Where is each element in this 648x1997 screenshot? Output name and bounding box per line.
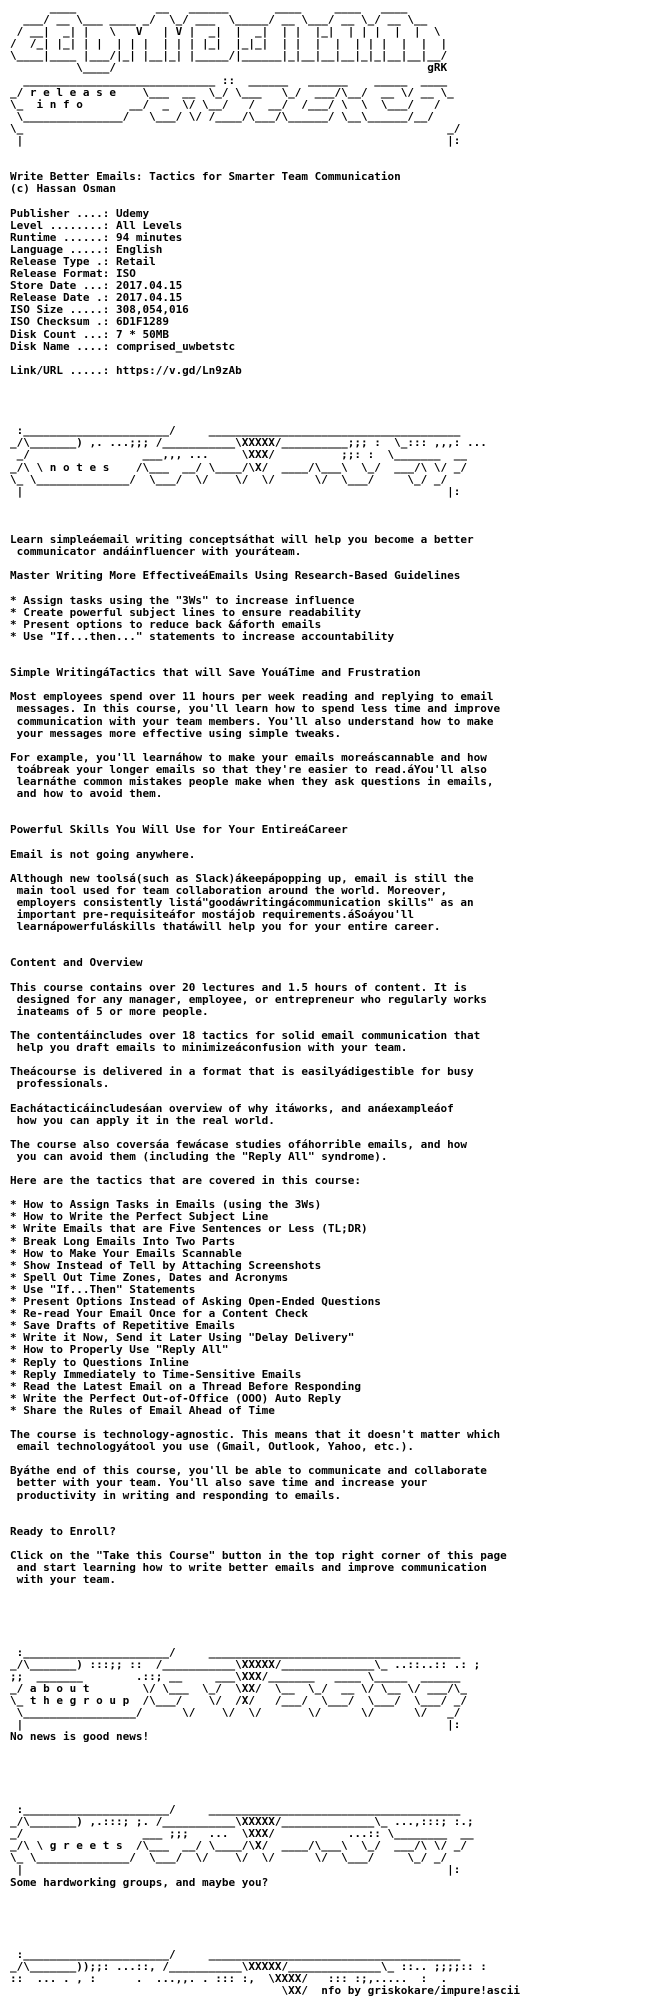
- header-line: _/\ \ g r e e t s /\___ __/ \____/\X/ ____/\___\ \_/ ___/\ \/ _/: [10, 1839, 467, 1853]
- footer-line: \XX/ nfo by griskokare/impure!ascii: [10, 1984, 520, 1997]
- notes-line: and start learning how to write better emails and improve communication: [10, 1561, 487, 1575]
- notes-line: This course contains over 20 lectures and 1.5 hours of content. It is: [10, 980, 467, 994]
- release-field: Language .....: English: [10, 242, 163, 256]
- notes-line: * Spell Out Time Zones, Dates and Acronyms: [10, 1270, 289, 1284]
- notes-line: * How to Properly Use "Reply All": [10, 1343, 229, 1357]
- blank-line: [10, 800, 642, 812]
- release-field: Disk Count ...: 7 * 50MB: [10, 327, 169, 341]
- notes-line: help you draft emails to minimizeáconfusion with your team.: [10, 1041, 408, 1055]
- notes-line: main tool used for team collaboration around the world. Moreover,: [10, 883, 448, 897]
- header-line: | |:: [10, 1863, 461, 1877]
- notes-line: * Write it Now, Send it Later Using "Delay Delivery": [10, 1331, 355, 1345]
- release-field: Level ........: All Levels: [10, 218, 183, 232]
- release-field: Release Format: ISO: [10, 267, 136, 281]
- header-line: \_ _/: [10, 121, 461, 135]
- release-field: ISO Checksum .: 6D1F1289: [10, 315, 169, 329]
- notes-section: [10, 498, 642, 1586]
- notes-line: email technologyátool you use (Gmail, Outlook, Yahoo, etc.).: [10, 1440, 414, 1454]
- notes-line: * How to Assign Tasks in Emails (using the 3Ws): [10, 1198, 322, 1212]
- greets-header: [10, 1804, 642, 1877]
- notes-line: your messages more effective using simple tweaks.: [10, 726, 342, 740]
- header-line: _____________________________ :: ______ ______ _____ ____: [10, 73, 448, 87]
- header-line: | |:: [10, 484, 461, 498]
- notes-line: designed for any manager, employee, or entrepreneur who regularly works: [10, 992, 487, 1006]
- header-line: \_ i n f o __/ _ \/ \__/ / __/ /___/ \ \ \___/ /: [10, 97, 441, 111]
- ascii-logo: [10, 2, 642, 75]
- notes-line: * Use "If...then..." statements to increase accountability: [10, 629, 395, 643]
- notes-line: Powerful Skills You Will Use for Your EntireáCareer: [10, 823, 348, 837]
- notes-line: Theácourse is delivered in a format that is easilyádigestible for busy: [10, 1065, 474, 1079]
- footer-line: :: ... . , : . ...,,. . ::: :, \XXXX/ ::: :;,..... : .: [10, 1972, 448, 1986]
- notes-line: * Reply Immediately to Time-Sensitive Emails: [10, 1367, 302, 1381]
- header-line: | |:: [10, 134, 461, 148]
- notes-line: * Break Long Emails Into Two Parts: [10, 1234, 236, 1248]
- release-link: Link/URL .....: https://v.gd/Ln9zAb: [10, 363, 242, 377]
- release-info-section: [10, 147, 642, 425]
- release-title: Write Better Emails: Tactics for Smarter Team Communication: [10, 170, 401, 184]
- greets-section: [10, 1877, 642, 1950]
- release-author: (c) Hassan Osman: [10, 182, 116, 196]
- notes-line: Learn simpleáemail writing conceptsáthat will help you become a better: [10, 533, 474, 547]
- notes-line: important pre-requisiteáfor mostájob requirements.áSoáyou'll: [10, 908, 414, 922]
- release-field: ISO Size .....: 308,054,016: [10, 303, 189, 317]
- header-line: \_________________/ \/ \/ \/ \/ \/ \/ _/: [10, 1706, 461, 1720]
- blank-line: [10, 643, 642, 655]
- release-field: Release Date .: 2017.04.15: [10, 291, 183, 305]
- notes-line: professionals.: [10, 1077, 110, 1091]
- blank-line: [10, 970, 642, 982]
- blank-line: [10, 1514, 642, 1526]
- notes-line: Most employees spend over 11 hours per week reading and replying to email: [10, 690, 494, 704]
- release-field: Publisher ....: Udemy: [10, 206, 150, 220]
- header-line: _/ r e l e a s e \___ __ \_/ \___ \_/ ___/\__/ __ \/ __ \_: [10, 85, 454, 99]
- header-line: _/ ___ ;;; ... \XXX/ ...:: \________ __: [10, 1827, 474, 1841]
- release-field: Runtime ......: 94 minutes: [10, 230, 183, 244]
- header-line: _/ ___,,, ... \XXX/ ;;: : \_______ __: [10, 448, 467, 462]
- header-line: :______________________/ ______________________________________: [10, 1645, 461, 1659]
- notes-line: Here are the tactics that are covered in this course:: [10, 1174, 361, 1188]
- notes-line: learnáthe common mistakes people make when they ask questions in emails,: [10, 775, 494, 788]
- logo-line: \____/ gRK: [10, 61, 448, 75]
- group-text: No news is good news!: [10, 1730, 150, 1744]
- blank-line: [10, 836, 642, 848]
- header-line: _/\_______) ,.:::; ;. /___________\XXXXX/______________\_ ...,:::; :.;: [10, 1815, 474, 1829]
- release-field: Release Type .: Retail: [10, 254, 156, 268]
- header-line: ;; _______ .::; __ ___\XXX/_______ ____ \_____ ______: [10, 1669, 461, 1683]
- notes-header: [10, 425, 642, 498]
- header-line: \_ \______________/ \___/ \/ \/ \/ \/ \___/ \_/ _/: [10, 1851, 448, 1865]
- blank-line: [10, 1127, 642, 1139]
- notes-line: * Write Emails that are Five Sentences or Less (TL;DR): [10, 1222, 368, 1236]
- notes-line: better with your team. You'll also save time and increase your: [10, 1476, 428, 1490]
- notes-line: * How to Write the Perfect Subject Line: [10, 1210, 269, 1224]
- about-group-header: [10, 1647, 642, 1732]
- notes-line: * Present options to reduce back &áforth emails: [10, 617, 322, 631]
- notes-line: * Use "If...Then" Statements: [10, 1282, 196, 1296]
- notes-line: * Reply to Questions Inline: [10, 1355, 189, 1369]
- logo-line: ___/ __ \___ ____ _/ \_/ ___ \_____/ __ \___/ __ \_/ __ \__: [10, 13, 428, 27]
- logo-line: ____ __ ______ ____ ____ ____: [10, 2, 408, 14]
- notes-line: * Save Drafts of Repetitive Emails: [10, 1319, 236, 1333]
- header-line: _/\ \ n o t e s /\___ __/ \____/\X/ ____/\___\ \_/ ___/\ \/ _/: [10, 460, 467, 474]
- about-group-section: [10, 1731, 642, 1804]
- notes-line: Byáthe end of this course, you'll be able to communicate and collaborate: [10, 1464, 487, 1478]
- notes-line: Ready to Enroll?: [10, 1524, 116, 1538]
- logo-line: / __| _| | \ V | V | _| | _| | | |_| | | | | | \: [10, 25, 441, 39]
- header-line: | |:: [10, 1718, 461, 1732]
- blank-line: [10, 583, 642, 595]
- notes-line: * Re-read Your Email Once for a Content Check: [10, 1307, 309, 1321]
- notes-line: inateams of 5 or more people.: [10, 1004, 209, 1018]
- header-line: _/ a b o u t \/ \___ \_/ \XX/ \__ \_/ __ \/ \__ \/ ___/\_: [10, 1682, 467, 1696]
- notes-line: messages. In this course, you'll learn how to spend less time and improve: [10, 702, 501, 716]
- notes-line: with your team.: [10, 1573, 116, 1587]
- notes-line: Simple WritingáTactics that will Save YouáTime and Frustration: [10, 666, 421, 680]
- notes-line: Although new toolsá(such as Slack)ákeepápopping up, email is still the: [10, 871, 474, 885]
- notes-line: and how to avoid them.: [10, 787, 163, 801]
- release-field: Disk Name ....: comprised_uwbetstc: [10, 339, 236, 353]
- notes-line: learnápowerfuláskills thatáwill help you for your entire career.: [10, 920, 441, 934]
- header-line: _/\_______) ,. ...;;; /___________\XXXXX/__________;;; : \_::: ,,,: ...: [10, 436, 487, 450]
- notes-line: * Read the Latest Email on a Thread Before Responding: [10, 1379, 361, 1393]
- header-line: \_ t h e g r o u p /\___/ \/ /X/ /___/ \___/ \___/ \___/ _/: [10, 1694, 467, 1708]
- notes-spacer: [10, 1586, 642, 1646]
- blank-line: [10, 933, 642, 945]
- notes-line: For example, you'll learnáhow to make your emails moreáscannable and how: [10, 750, 487, 764]
- notes-line: you can avoid them (including the "Reply All" syndrome).: [10, 1149, 388, 1163]
- blank-line: [10, 1090, 642, 1102]
- notes-line: The course is technology-agnostic. This means that it doesn't matter which: [10, 1428, 501, 1442]
- notes-line: Eachátacticáincludesáan overview of why itáworks, and anáexampleáof: [10, 1101, 454, 1115]
- blank-line: [10, 1502, 642, 1514]
- header-line: _/\_______) :::;; :: /___________\XXXXX/______________\_ ..::..:: .: ;: [10, 1657, 481, 1671]
- notes-line: how you can apply it in the real world.: [10, 1113, 275, 1127]
- header-line: :______________________/ ______________________________________: [10, 1802, 461, 1816]
- logo-line: \____|____ |___/|_| |__|_| |_____/|______|_|__|__|__|_|_|__|__|__/: [10, 49, 448, 63]
- notes-line: productivity in writing and responding to emails.: [10, 1488, 342, 1502]
- notes-line: employers consistently listá"goodáwritingácommunication skills" as an: [10, 895, 474, 909]
- release-field: Store Date ...: 2017.04.15: [10, 279, 183, 293]
- blank-line: [10, 740, 642, 752]
- notes-line: Click on the "Take this Course" button in the top right corner of this page: [10, 1549, 507, 1562]
- header-line: :______________________/ ______________________________________: [10, 424, 461, 438]
- notes-line: communicator andáinfluencer with youráteam.: [10, 545, 302, 559]
- header-line: \_ \______________/ \___/ \/ \/ \/ \/ \___/ \_/ _/: [10, 472, 448, 486]
- logo-line: / /_| |_| | | | | | | | | |_| |_|_| | | | | | | | | | |: [10, 37, 448, 51]
- notes-line: * Present Options Instead of Asking Open-Ended Questions: [10, 1295, 381, 1309]
- notes-line: * How to Make Your Emails Scannable: [10, 1246, 242, 1260]
- blank-line: [10, 861, 642, 873]
- notes-line: communication with your team members. You'll also understand how to make: [10, 714, 494, 728]
- nfo-footer: [10, 1949, 642, 1997]
- footer-line: :______________________/ ______________________________________: [10, 1948, 461, 1962]
- notes-line: * Show Instead of Tell by Attaching Screenshots: [10, 1258, 322, 1272]
- nfo-document: [10, 2, 642, 1997]
- notes-line: The course also coversáa fewácase studies ofáhorrible emails, and how: [10, 1137, 467, 1151]
- notes-line: * Share the Rules of Email Ahead of Time: [10, 1403, 275, 1417]
- header-line: \_______________/ \___/ \/ /____/\___/\______/ \__\______/__/: [10, 109, 434, 123]
- notes-line: The contentáincludes over 18 tactics for solid email communication that: [10, 1028, 481, 1042]
- notes-line: Email is not going anywhere.: [10, 847, 196, 861]
- footer-line: _/\_______));;: ...::, /___________\XXXXX/______________\_ ::.. ;;;;:: :: [10, 1960, 487, 1974]
- notes-line: Content and Overview: [10, 956, 143, 970]
- notes-line: Master Writing More EffectiveáEmails Using Research-Based Guidelines: [10, 569, 461, 583]
- release-info-header: [10, 75, 642, 148]
- notes-line: * Create powerful subject lines to ensure readability: [10, 605, 361, 619]
- notes-line: * Write the Perfect Out-of-Office (OOO) Auto Reply: [10, 1391, 342, 1405]
- notes-line: * Assign tasks using the "3Ws" to increase influence: [10, 593, 355, 607]
- notes-line: toábreak your longer emails so that they're easier to read.áYou'll also: [10, 762, 487, 776]
- greets-text: Some hardworking groups, and maybe you?: [10, 1875, 269, 1889]
